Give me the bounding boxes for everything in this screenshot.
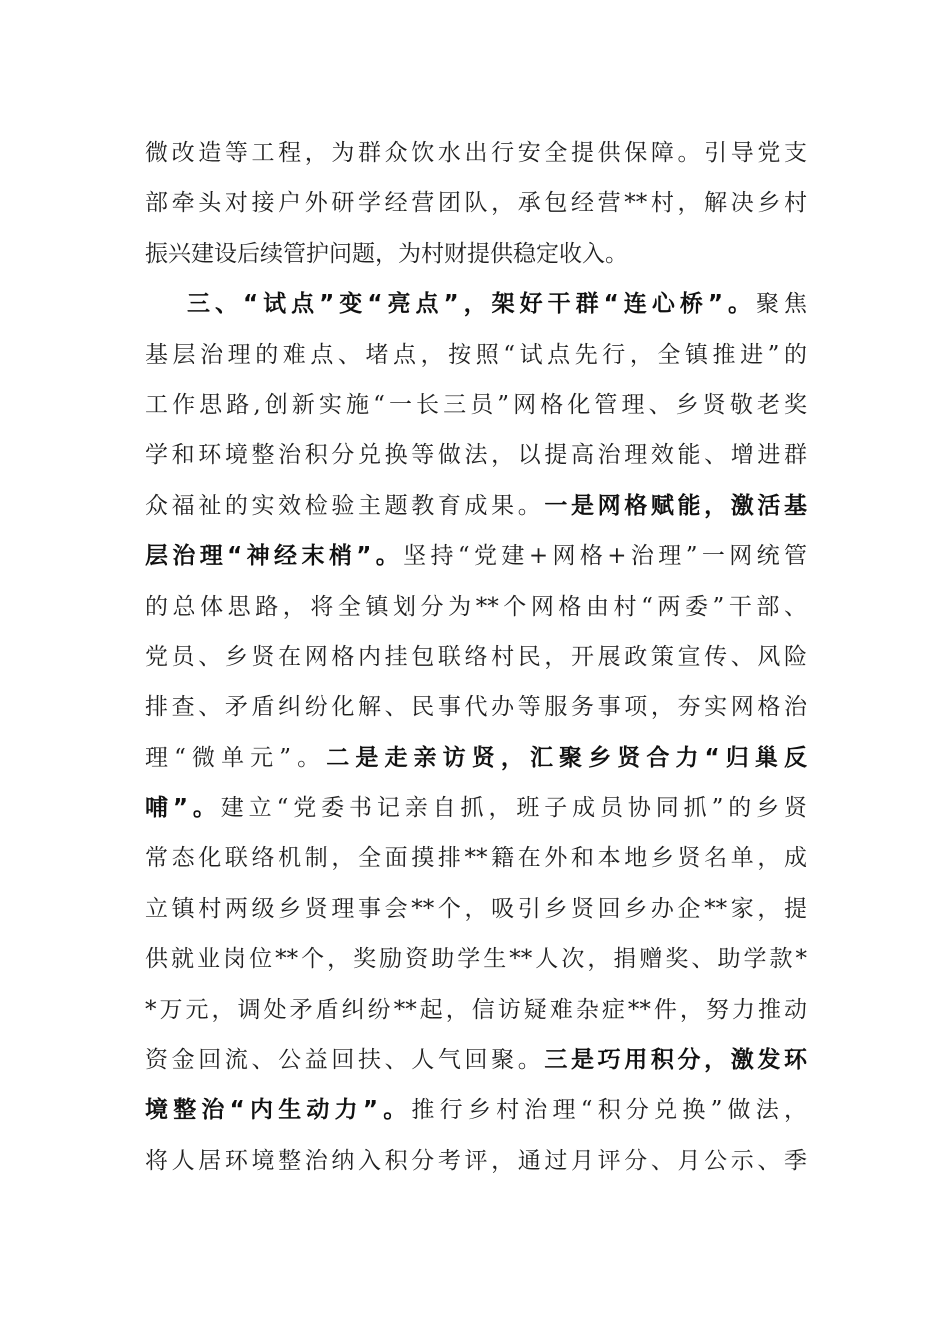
section-three-title: 三、“试点”变“亮点”，架好干群“连心桥”。 bbox=[187, 291, 756, 318]
line-3-text: 振兴建设后续管护问题，为村财提供稳定收入。 bbox=[145, 240, 628, 267]
document-body bbox=[145, 128, 807, 1186]
line-7-text: 学和环境整治积分兑换等做法，以提高治理效能、增进群 bbox=[145, 442, 807, 469]
text-line-15 bbox=[145, 833, 807, 883]
text-line-14 bbox=[145, 783, 807, 833]
text-line-17 bbox=[145, 934, 807, 984]
text-line-5 bbox=[145, 330, 807, 380]
line-4-text: 聚焦 bbox=[755, 291, 807, 318]
line-1-text: 微改造等工程，为群众饮水出行安全提供保障。引导党支 bbox=[145, 140, 807, 166]
point-two-title-start: 二是走亲访贤，汇聚乡贤合力“归巢反 bbox=[326, 744, 807, 771]
text-line-9 bbox=[145, 531, 807, 581]
text-line-2 bbox=[145, 178, 807, 228]
point-three-title-start: 三是巧用积分，激发环 bbox=[544, 1047, 807, 1074]
line-15-text: 常态化联络机制，全面摸排**籍在外和本地乡贤名单，成 bbox=[145, 845, 807, 872]
text-line-21 bbox=[145, 1136, 807, 1186]
line-21-text: 将人居环境整治纳入积分考评，通过月评分、月公示、季 bbox=[145, 1147, 807, 1174]
text-line-18 bbox=[145, 985, 807, 1035]
line-2-text: 部牵头对接户外研学经营团队，承包经营**村，解决乡村 bbox=[145, 190, 807, 217]
text-line-13 bbox=[145, 733, 807, 783]
text-line-8 bbox=[145, 481, 807, 531]
line-18-text: *万元，调处矛盾纠纷**起，信访疑难杂症**件，努力推动 bbox=[145, 996, 807, 1023]
point-one-title-start: 一是网格赋能，激活基 bbox=[544, 492, 807, 519]
text-line-10 bbox=[145, 582, 807, 632]
text-line-3 bbox=[145, 229, 807, 279]
point-three-title-end: 境整治“内生动力”。 bbox=[145, 1097, 412, 1124]
line-12-text: 排查、矛盾纠纷化解、民事代办等服务事项，夯实网格治 bbox=[145, 694, 807, 721]
point-one-title-end: 层治理“神经末梢”。 bbox=[145, 543, 404, 570]
text-line-19 bbox=[145, 1035, 807, 1085]
line-17-text: 供就业岗位**个，奖励资助学生**人次，捐赠奖、助学款* bbox=[145, 946, 807, 973]
line-9-text: 坚持“党建+网格+治理”一网统管 bbox=[403, 543, 807, 570]
line-16-text: 立镇村两级乡贤理事会**个，吸引乡贤回乡办企**家，提 bbox=[145, 895, 807, 922]
line-11-text: 党员、乡贤在网格内挂包联络村民，开展政策宣传、风险 bbox=[145, 643, 807, 670]
text-line-12 bbox=[145, 682, 807, 732]
line-10-text: 的总体思路，将全镇划分为**个网格由村“两委”干部、 bbox=[145, 593, 807, 620]
section-heading-three bbox=[145, 279, 807, 329]
text-line-6 bbox=[145, 380, 807, 430]
line-6-text: 工作思路,创新实施“一长三员”网格化管理、乡贤敬老奖 bbox=[145, 391, 807, 418]
line-13-text: 理“微单元”。 bbox=[145, 744, 327, 771]
line-19-text: 资金回流、公益回扶、人气回聚。 bbox=[145, 1047, 545, 1074]
text-line-16 bbox=[145, 884, 807, 934]
line-14-text: 建立“党委书记亲自抓，班子成员协同抓”的乡贤 bbox=[220, 795, 807, 822]
text-line-7 bbox=[145, 430, 807, 480]
point-two-title-end: 哺”。 bbox=[145, 795, 221, 822]
line-8-text: 众福祉的实效检验主题教育成果。 bbox=[145, 492, 545, 519]
line-5-text: 基层治理的难点、堵点，按照“试点先行，全镇推进”的 bbox=[145, 341, 807, 368]
text-line-1 bbox=[145, 128, 807, 178]
text-line-11 bbox=[145, 632, 807, 682]
text-line-20 bbox=[145, 1085, 807, 1135]
line-20-text: 推行乡村治理“积分兑换”做法， bbox=[411, 1097, 807, 1124]
